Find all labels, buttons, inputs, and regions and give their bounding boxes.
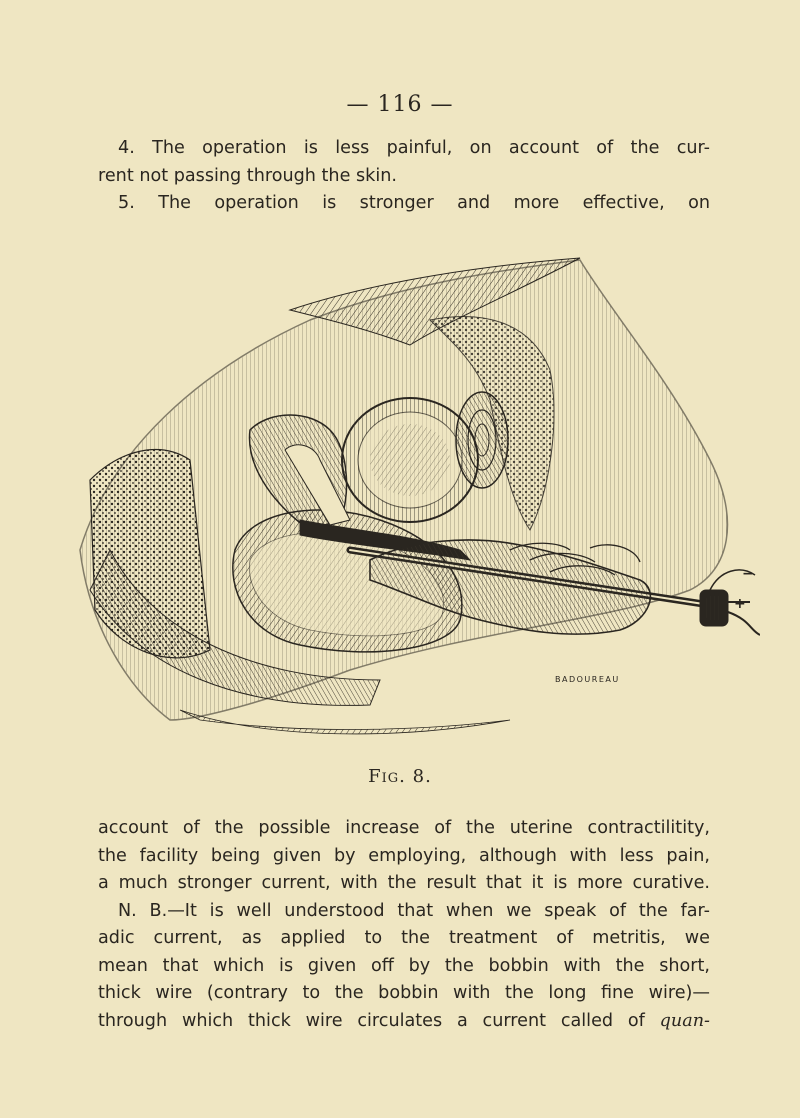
minus-terminal-label: − (742, 566, 754, 582)
final-line-text: through which thick wire circulates a current called of (98, 1010, 660, 1031)
text-line: the facility being given by employing, although with less pain, (98, 845, 710, 866)
caption-text: Fig. 8. (368, 766, 432, 787)
text-line: adic current, as applied to the treatment of metritis, we (98, 928, 710, 948)
top-paragraph (98, 135, 710, 218)
final-line-italic: quan- (659, 1010, 710, 1031)
text-line-final (98, 1008, 710, 1036)
text-line: mean that which is given off by the bobbin with the short, (98, 955, 710, 976)
engraver-signature: BADOUREAU (555, 675, 620, 684)
bottom-paragraph (98, 815, 710, 1035)
text-line: 5. The operation is stronger and more effective, on (118, 193, 710, 213)
text-line: rent not passing through the skin. (98, 165, 397, 186)
text-line: thick wire (contrary to the bobbin with the long fine wire)— (98, 983, 710, 1003)
text-line: account of the possible increase of the uterine contractilitity, (98, 818, 710, 838)
text-line: N. B.—It is well understood that when we speak of the far- (118, 900, 710, 921)
page-number: — 116 — (346, 92, 454, 117)
figure-caption (0, 766, 800, 787)
text-line: 4. The operation is less painful, on account of the cur- (118, 138, 710, 158)
plus-terminal-label: + (734, 596, 746, 612)
text-line: a much stronger current, with the result that it is more curative. (98, 873, 710, 893)
anatomical-illustration (50, 250, 760, 750)
